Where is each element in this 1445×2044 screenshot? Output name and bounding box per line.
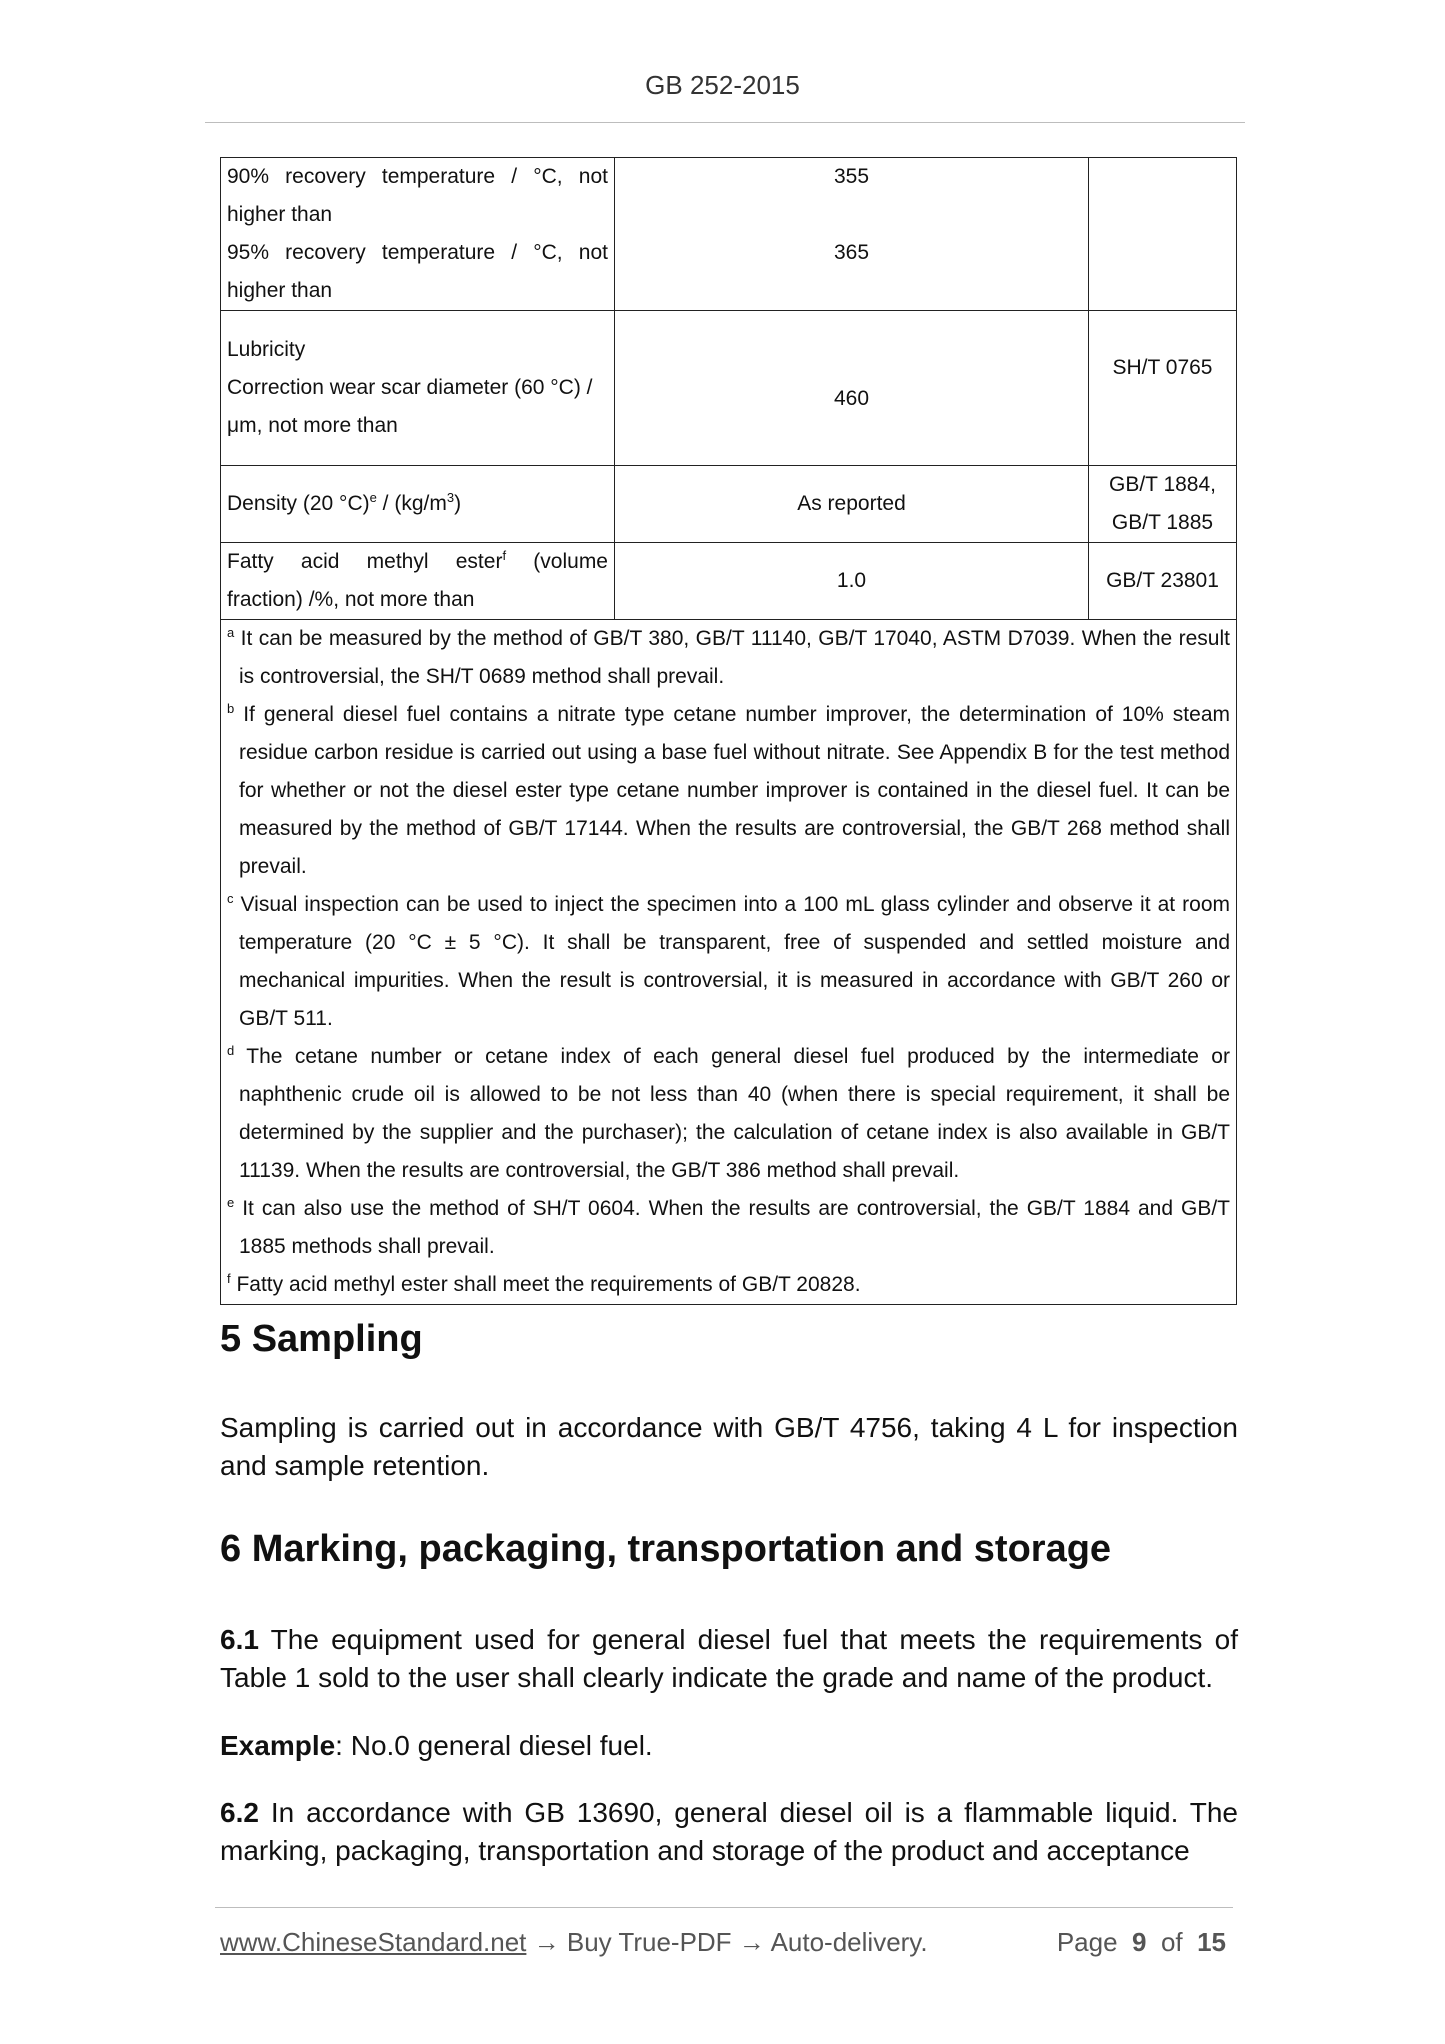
recovery-label-cell (221, 158, 615, 311)
footer-tagline: → Buy True-PDF → Auto-delivery. (526, 1927, 928, 1957)
note-mark: d (227, 1043, 235, 1058)
density-footnote-mark: e (369, 490, 377, 505)
note-mark: e (227, 1195, 235, 1210)
page-header: GB 252-2015 (645, 70, 800, 100)
density-method-1: GB/T 1884, (1108, 473, 1216, 496)
density-unit: / (kg/m (376, 492, 447, 515)
fame-value: 1.0 (615, 543, 1089, 620)
note-mark: a (227, 625, 235, 640)
table-notes (221, 620, 1237, 1305)
fame-label-cell (221, 543, 615, 620)
clause-text: The equipment used for general diesel fuel that meets the requirements of Table 1 sold to the user shall clearly indicate the grade and name of the product. (220, 1624, 1238, 1693)
density-unit-exponent: 3 (446, 490, 455, 505)
header-rule (205, 122, 1245, 123)
page-current: 9 (1132, 1927, 1147, 1957)
note-text: The cetane number or cetane index of each general diesel fuel produced by the intermediate or naphthenic crude oil is allowed to be not less than 40 (when there is special requirement, it shall be determined by the supplier and the purchaser); the calculation of cetane index is also available in GB/T 11139. When the results are controversial, the GB/T 386 method shall prevail. (239, 1045, 1230, 1182)
note-a (227, 620, 1230, 696)
lubricity-label-3: μm, not more than (227, 414, 398, 437)
label-95-line2: higher than (227, 279, 333, 302)
fame-label-volume: (volume (506, 550, 608, 573)
fame-label-text: Fatty acid methyl ester (227, 550, 503, 573)
label-95-line1: 95% recovery temperature / °C, not (227, 241, 608, 264)
value-95: 365 (833, 241, 870, 264)
of-word: of (1160, 1927, 1183, 1957)
recovery-value-cell (615, 158, 1089, 311)
clause-text: In accordance with GB 13690, general diesel oil is a flammable liquid. The marking, packaging, transportation and storage of the product and acceptance (220, 1797, 1238, 1866)
footer-left (220, 1927, 928, 1958)
note-text: It can also use the method of SH/T 0604. When the results are controversial, the GB/T 1884 and GB/T 1885 methods shall prevail. (239, 1197, 1230, 1258)
page-footer (220, 1927, 1232, 1958)
lubricity-label-2: Correction wear scar diameter (60 °C) / (227, 376, 593, 399)
fame-label-2: fraction) /%, not more than (227, 588, 475, 611)
fame-footnote-mark: f (502, 548, 507, 563)
lubricity-value: 460 (615, 311, 1089, 466)
lubricity-method: SH/T 0765 (1089, 311, 1237, 466)
note-mark: c (227, 891, 234, 906)
note-mark: f (227, 1271, 231, 1286)
table-row-lubricity (221, 311, 1237, 466)
density-method-2: GB/T 1885 (1111, 511, 1214, 534)
note-b (227, 696, 1230, 886)
note-e (227, 1190, 1230, 1266)
spec-table (220, 157, 1237, 1305)
table-row-recovery (221, 158, 1237, 311)
density-label-cell (221, 466, 615, 543)
footer-link[interactable]: www.ChineseStandard.net (220, 1927, 527, 1957)
fame-label-1 (227, 543, 608, 581)
note-d (227, 1038, 1230, 1190)
note-text: Fatty acid methyl ester shall meet the requirements of GB/T 20828. (236, 1273, 861, 1296)
clause-number: 6.1 (220, 1624, 259, 1655)
recovery-method-cell (1089, 158, 1237, 311)
table-row-density (221, 466, 1237, 543)
label-90-line1: 90% recovery temperature / °C, not (227, 165, 608, 188)
fame-method: GB/T 23801 (1089, 543, 1237, 620)
clause-number: 6.2 (220, 1797, 259, 1828)
table-row-fame (221, 543, 1237, 620)
lubricity-label-1: Lubricity (227, 338, 306, 361)
density-method-cell (1089, 466, 1237, 543)
note-text: It can be measured by the method of GB/T 380, GB/T 11140, GB/T 17040, ASTM D7039. When the result is controversial, the SH/T 0689 method shall prevail. (239, 627, 1230, 688)
section-6-1-paragraph (220, 1621, 1238, 1697)
table-row-notes (221, 620, 1237, 1305)
note-c (227, 886, 1230, 1038)
note-text: Visual inspection can be used to inject the specimen into a 100 mL glass cylinder and observe it at room temperature (20 °C ± 5 °C). It shall be transparent, free of suspended and settled moisture and mechanical impurities. When the result is controversial, it is measured in accordance with GB/T 260 or GB/T 511. (239, 893, 1230, 1030)
example-text: : No.0 general diesel fuel. (335, 1730, 653, 1761)
section-6-heading: 6 Marking, packaging, transportation and storage (220, 1528, 1112, 1570)
section-5-body: Sampling is carried out in accordance with GB/T 4756, taking 4 L for inspection and sample retention. (220, 1412, 1238, 1481)
example-label: Example (220, 1730, 336, 1761)
section-6-2-paragraph (220, 1794, 1238, 1870)
page-word: Page (1056, 1927, 1118, 1957)
section-5-heading: 5 Sampling (220, 1318, 423, 1360)
density-label: Density (20 °C) (227, 492, 370, 515)
page-number (1057, 1927, 1226, 1958)
page-total: 15 (1197, 1927, 1226, 1957)
footer-rule (215, 1907, 1233, 1908)
label-90-line2: higher than (227, 203, 333, 226)
lubricity-label-cell (221, 311, 615, 466)
density-unit-close: ) (454, 492, 462, 515)
density-value: As reported (615, 466, 1089, 543)
value-90: 355 (833, 165, 870, 188)
example-paragraph (220, 1727, 1238, 1765)
note-text: If general diesel fuel contains a nitrate type cetane number improver, the determination of 10% steam residue carbon residue is carried out using a base fuel without nitrate. See Appendix B for the test method for whether or not the diesel ester type cetane number improver is contained in the diesel fuel. It can be measured by the method of GB/T 17144. When the results are controversial, the GB/T 268 method shall prevail. (239, 703, 1230, 878)
note-f (227, 1266, 1230, 1304)
note-mark: b (227, 701, 235, 716)
